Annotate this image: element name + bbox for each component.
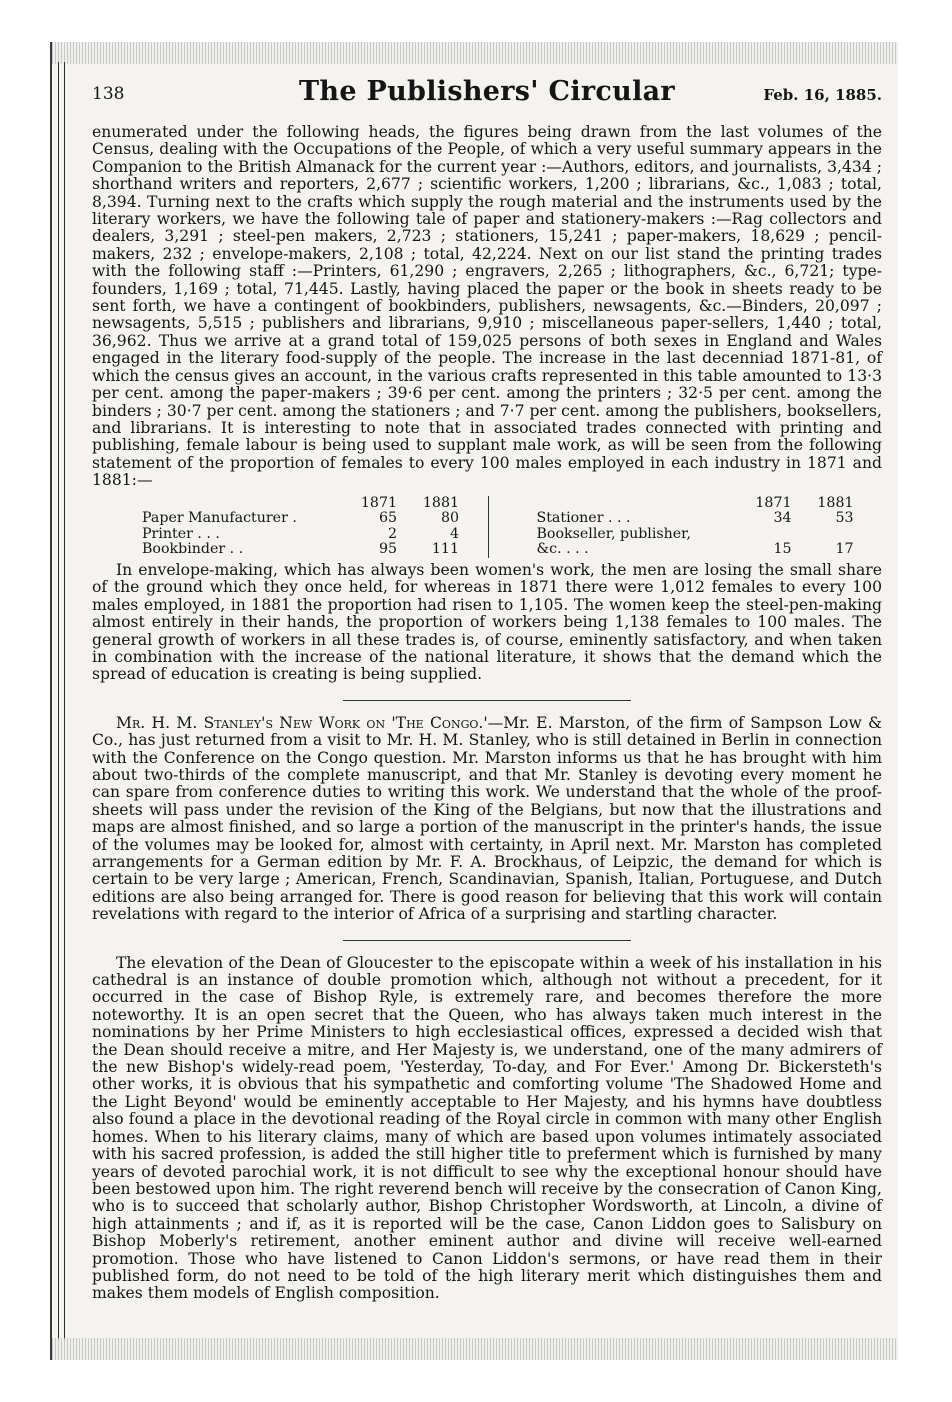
table-header-row — [537, 496, 883, 512]
table-row: Bookseller, publisher, — [536, 525, 691, 542]
table-right-column — [489, 496, 883, 558]
left-border-line — [58, 62, 59, 1340]
intro-paragraph: enumerated under the following heads, the figures being drawn from the last volumes of the Census, dealing with the Occupations of the People, of which a very useful summary appears in the Companion to the British Almanack for the current year :—Authors, editors, and journalists, 3,434 ; shorthand writers and reporters, 2,677 ; scientific workers, 1,200 ; librarians, &c., 1,083 ; total, 8,394. Turning next to the crafts which supply the rough material and the instruments used by the literary workers, we have the following tale of paper and stationery-makers :—Rag collectors and dealers, 3,291 ; steel-pen makers, 2,723 ; stationers, 15,241 ; paper-makers, 18,629 ; pencil-makers, 232 ; envelope-makers, 2,108 ; total, 42,224. Next on our list stand the printing trades with the following staff :—Printers, 61,290 ; engravers, 2,265 ; lithographers, &c., 6,721; type-founders, 1,169 ; total, 71,445. Lastly, having placed the paper or the book in sheets ready to be sent forth, we have a contingent of bookbinders, publishers, newsagents, &c.—Binders, 20,097 ; newsagents, 5,515 ; publishers and librarians, 9,910 ; miscellaneous paper-sellers, 1,440 ; total, 36,962. Thus we arrive at a grand total of 159,025 persons of both sexes in England and Wales engaged in the literary food-supply of the people. The increase in the last decenniad 1871-81, of which the census gives an account, in the various crafts represented in this table amounted to 13·3 per cent. among the paper-makers ; 39·6 per cent. among the printers ; 32·5 per cent. among the binders ; 30·7 per cent. among the stationers ; and 7·7 per cent. among the publishers, booksellers, and librarians. It is interesting to note that in associated trades connected with printing and publishing, female labour is being used to supplant male work, as will be seen from the following statement of the proportion of females to every 100 males employed in each industry in 1871 and 1881:— — [92, 123, 882, 490]
issue-date: Feb. 16, 1885. — [763, 86, 882, 104]
page-header — [92, 74, 882, 114]
stanley-body: —Mr. E. Marston, of the firm of Sampson Low & Co., has just returned from a visit to Mr. H. M. Stanley, who is still detained in Berlin in connection with the Conference on the Congo question. Mr. Marston informs us that he has brought with him about two-thirds of the complete manuscript, and that Mr. Stanley is devoting every moment he can spare from conference duties to writing this work. We understand that the whole of the proof-sheets will pass under the revision of the King of the Belgians, but now that the illustrations and maps are almost finished, and so large a portion of the manuscript in the printer's hands, the issue of the volumes may be looked for, almost with certainty, in April next. Mr. Marston has completed arrangements for a German edition by Mr. F. A. Brockhaus, of Leipzic, the demand for which is certain to be very large ; American, French, Scandinavian, Spanish, Italian, Portuguese, and Dutch editions are also being arranged for. There is good reason for believing that this work will contain revelations with regard to the interior of Africa of a surprising and startling character. — [92, 713, 882, 924]
envelope-paragraph: In envelope-making, which has always been women's work, the men are losing the small share of the ground which they once held, for whereas in 1871 there were 1,012 females to every 100 males employed, in 1881 the proportion had risen to 1,105. The women keep the steel-pen-making almost entirely in their hands, the proportion of workers being 1,138 females to 100 males. The general growth of workers in all these trades is, of course, eminently satisfactory, and when taken in combination with the increase of the national literature, it shows that the demand which the spread of education is creating is being supplied. — [92, 560, 882, 684]
page-number: 138 — [92, 84, 125, 104]
table-year-1871: 1871 — [360, 494, 397, 511]
stanley-heading: Mr. H. M. Stanley's New Work on 'The Congo.' — [116, 713, 488, 732]
stanley-article — [92, 715, 882, 924]
table-row: Bookbinder . . 95 111 — [142, 541, 459, 558]
newspaper-page — [50, 42, 898, 1360]
table-row: Stationer . . . 34 53 — [536, 510, 854, 527]
table-year-1881: 1881 — [817, 494, 854, 511]
bottom-border-texture — [52, 1338, 898, 1360]
article-content — [92, 124, 882, 1303]
table-left-column — [92, 496, 489, 558]
table-row: Printer . . . 2 4 — [142, 525, 459, 542]
table-year-1881: 1881 — [422, 494, 459, 511]
table-header-row — [142, 496, 488, 512]
table-row: &c. . . . 15 17 — [536, 541, 854, 558]
gloucester-paragraph: The elevation of the Dean of Gloucester to the episcopate within a week of his installation in his cathedral is an instance of double promotion which, although not without a precedent, for it occurred in the case of Bishop Ryle, is extremely rare, and becomes therefore the more noteworthy. It is an open secret that the Queen, who has always taken much interest in the nominations by her Prime Ministers to high ecclesiastical offices, expressed a decided wish that the Dean should receive a mitre, and Her Majesty is, we understand, one of the many admirers of the new Bishop's widely-read poem, 'Yesterday, To-day, and For Ever.' Among Dr. Bickersteth's other works, it is obvious that his sympathetic and comforting volume 'The Shadowed Home and the Light Beyond' would be eminently acceptable to Her Majesty, and his hymns have doubtless also found a place in the devotional reading of the Royal circle in common with many other English homes. When to his literary claims, many of which are based upon volumes intimately associated with his sacred profession, is added the still higher title to preferment which is furnished by many years of devoted parochial work, it is not difficult to see why the exceptional honour should have been bestowed upon him. The right reverend bench will receive by the consecration of Canon King, who is to succeed that scholarly author, Bishop Christopher Wordsworth, at Lincoln, a divine of high attainments ; and if, as it is reported will be the case, Canon Liddon goes to Salisbury on Bishop Moberly's retirement, another eminent author and divine will receive well-earned promotion. Those who have listened to Canon Liddon's sermons, or have read them in their published form, do not need to be told of the high literary merit which distinguishes them and makes them models of English composition. — [92, 953, 882, 1303]
left-border-line-inner — [64, 62, 65, 1340]
section-divider — [343, 700, 631, 701]
table-year-1871: 1871 — [755, 494, 792, 511]
top-border-texture — [52, 42, 898, 64]
section-divider — [343, 940, 631, 941]
table-row: Paper Manufacturer . 65 80 — [142, 510, 459, 527]
page-title: The Publishers' Circular — [299, 76, 675, 107]
female-proportion-table — [92, 496, 882, 558]
